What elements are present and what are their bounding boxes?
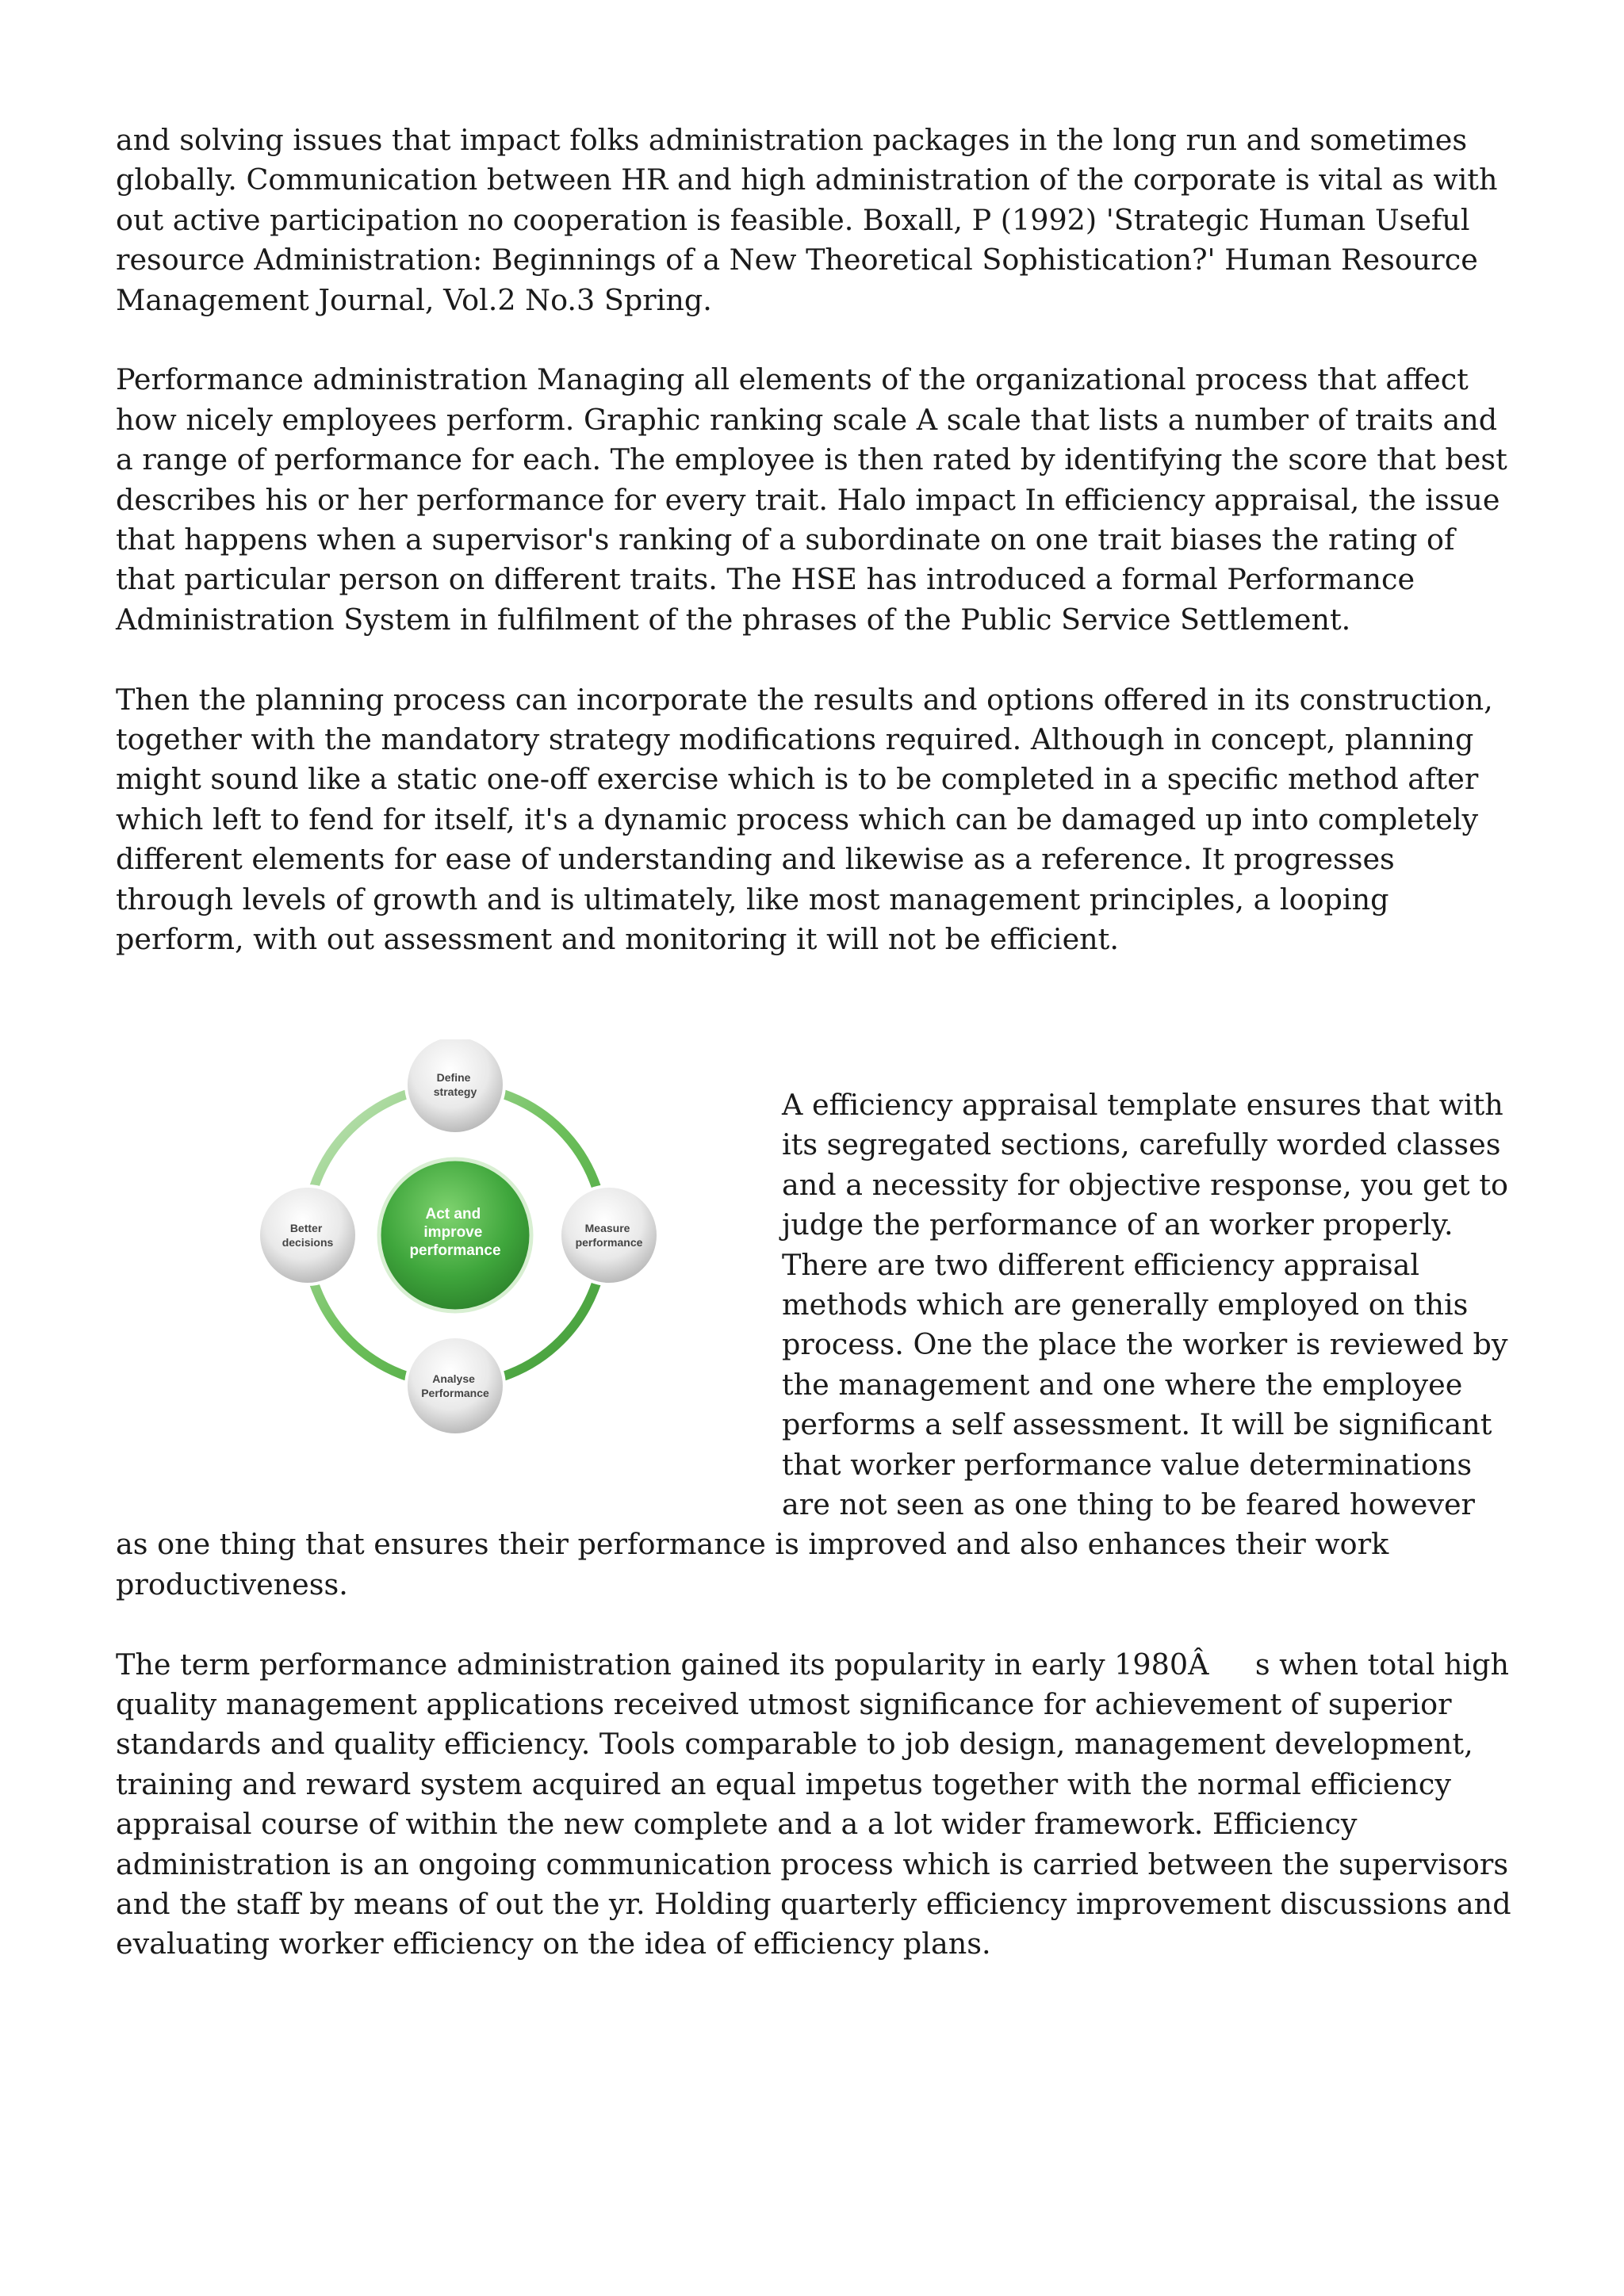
center-label-line-1: Act and [425, 1205, 481, 1223]
node-better-decisions [259, 1186, 357, 1284]
node-measure-performance [560, 1186, 658, 1284]
node-top-line-1: Define [436, 1070, 471, 1084]
node-bottom-line-1: Analyse [432, 1372, 475, 1385]
document-page [116, 121, 1511, 2004]
cycle-svg [116, 1039, 782, 1491]
node-analyse-performance [406, 1337, 504, 1435]
node-left-line-2: decisions [282, 1235, 334, 1249]
node-bottom-line-2: Performance [421, 1386, 489, 1399]
center-label-line-3: performance [409, 1242, 501, 1259]
center-label-line-2: improve [423, 1223, 483, 1241]
paragraph-4: A efficiency appraisal template ensures that with its segregated sections, carefully worded classes and a necessity for objective response, you get to judge the performance of an worker properly. There are two different efficiency appraisal methods which are generally employed on this process. One the place the worker is reviewed by the management and one where the employee performs a self assessment. It will be significant that worker performance value determinations are not seen as one thing to be feared however as one thing that ensures their performance is improved and also enhances their work productiveness. [116, 1087, 1508, 1601]
paragraph-5: The term performance administration gained its popularity in early 1980Âs when total high quality management applications received utmost significance for achievement of superior standards and quality efficiency. Tools comparable to job design, management development, training and reward system acquired an equal impetus together with the normal efficiency appraisal course of within the new complete and a a lot wider framework. Efficiency administration is an ongoing communication process which is carried between the supervisors and the staff by means of out the yr. Holding quarterly efficiency improvement discussions and evaluating worker efficiency on the idea of efficiency plans. [116, 1647, 1511, 1961]
node-top-line-2: strategy [433, 1085, 477, 1098]
paragraph-3: Then the planning process can incorporate the results and options offered in its construction, together with the mandatory strategy modifications required. Although in concept, planning might sound like a static one-off exercise which is to be completed in a specific method after which left to fend for itself, it's a dynamic process which can be damaged up into completely different elements for ease of understanding and likewise as a reference. It progresses through levels of growth and is ultimately, like most management principles, a looping perform, with out assessment and monitoring it will not be efficient. [116, 682, 1493, 957]
performance-cycle-diagram [116, 1039, 782, 1491]
paragraph-2: Performance administration Managing all elements of the organizational process that affect how nicely employees perform. Graphic ranking scale A scale that lists a number of traits and a range of performance for each. The employee is then rated by identifying the score that best describes his or her performance for every trait. Halo impact In efficiency appraisal, the issue that happens when a supervisor's ranking of a subordinate on one trait biases the rating of that particular person on different traits. The HSE has introduced a formal Performance Administration System in fulfilment of the phrases of the Public Service Settlement. [116, 362, 1507, 637]
node-right-line-2: performance [575, 1235, 643, 1249]
node-left-line-1: Better [289, 1221, 323, 1234]
node-right-line-1: Measure [584, 1221, 630, 1234]
paragraph-1: and solving issues that impact folks administration packages in the long run and sometimes globally. Communication between HR and high administration of the corporate is vital as with out active participation no cooperation is feasible. Boxall, P (1992) 'Strategic Human Useful resource Administration: Beginnings of a New Theoretical Sophistication?' Human Resource Management Journal, Vol.2 No.3 Spring. [116, 123, 1498, 317]
